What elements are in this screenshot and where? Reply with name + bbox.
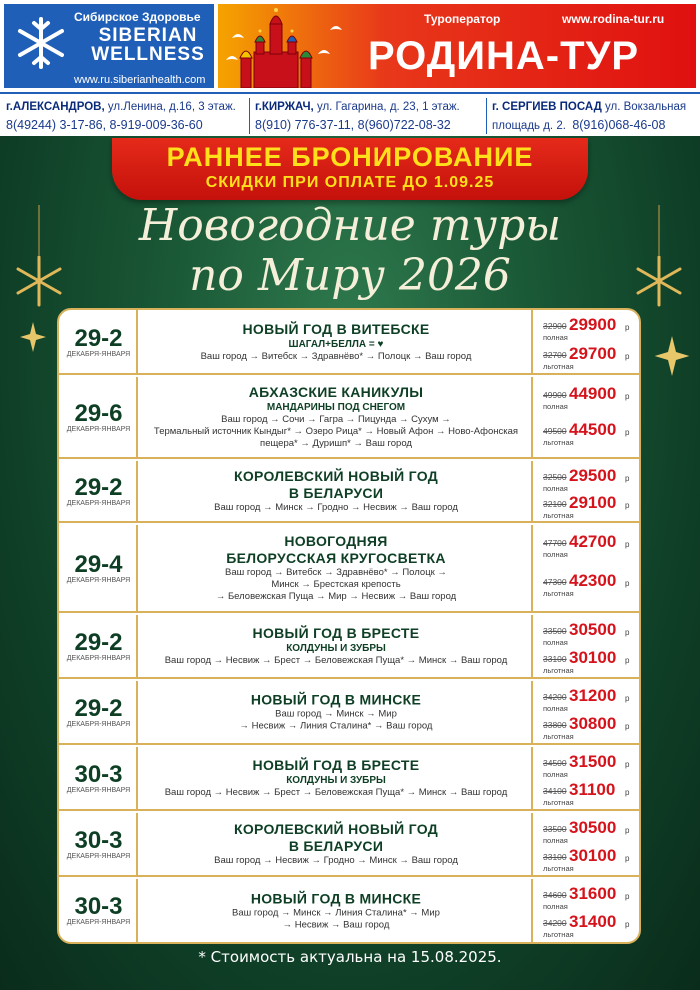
tour-date-cell [59, 681, 138, 743]
star-ornament-icon [20, 322, 46, 352]
currency: р [625, 501, 630, 511]
star-ornament-icon [654, 336, 690, 376]
old-price: 33500 [543, 824, 567, 835]
tour-dates: 29-2 [74, 324, 123, 352]
new-price: 30500 [569, 818, 617, 838]
tour-months: ДЕКАБРЯ-ЯНВАРЯ [66, 350, 131, 358]
old-price: 33800 [543, 720, 567, 731]
tours-table [57, 308, 641, 944]
tour-months: ДЕКАБРЯ-ЯНВАРЯ [66, 426, 131, 433]
tour-row [59, 879, 639, 942]
old-price: 34100 [543, 786, 567, 797]
siberian-wellness-logo [4, 4, 214, 88]
price-type-label: льготная [543, 437, 574, 447]
old-price: 34500 [543, 758, 567, 769]
price-type-label: полная [543, 704, 568, 714]
tour-months: ДЕКАБРЯ-ЯНВАРЯ [66, 655, 131, 662]
price-block [543, 571, 639, 601]
tour-route: → Несвиж → Линия Сталина* → Ваш город [239, 720, 433, 732]
price-block [543, 493, 639, 523]
tour-name: НОВЫЙ ГОД В МИНСКЕ [250, 890, 422, 906]
tour-date-cell [59, 525, 138, 611]
tour-dates: 29-2 [74, 474, 123, 501]
tour-row [59, 747, 639, 811]
new-price: 31200 [569, 686, 617, 706]
new-price: 29900 [569, 315, 617, 335]
tour-price-cell [535, 681, 639, 743]
tour-name: АБХАЗСКИЕ КАНИКУЛЫ [248, 384, 424, 400]
page-title-line-1: Новогодние туры [138, 200, 562, 251]
tour-info-cell [139, 377, 533, 457]
office-address-2: площадь д. 2. [492, 120, 566, 132]
tour-row [59, 461, 639, 523]
office-phone: 8(916)068-46-08 [572, 118, 666, 132]
tour-route: → Беловежская Пуща → Мир → Несвиж → Ваш город [215, 591, 457, 602]
tour-info-cell [139, 525, 533, 611]
new-price: 29700 [569, 343, 617, 363]
tour-name: НОВЫЙ ГОД В БРЕСТЕ [252, 757, 420, 773]
old-price: 33500 [543, 626, 567, 637]
price-block [543, 648, 639, 678]
sw-top-text: Сибирское Здоровье [74, 10, 201, 24]
tour-route: Термальный источник Кындыг* → Озеро Рица* → Новый Афон → Ново-Афонская [153, 426, 519, 437]
price-block [543, 818, 639, 848]
tour-operator-label: Туроператор [424, 12, 501, 26]
sw-name-line-2: WELLNESS [91, 44, 205, 65]
tour-price-cell [535, 461, 639, 521]
price-block [543, 714, 639, 744]
tour-price-cell [535, 813, 639, 875]
tour-subtitle: МАНДАРИНЫ ПОД СНЕГОМ [266, 402, 406, 413]
old-price: 47300 [543, 576, 567, 587]
old-price: 34200 [543, 692, 567, 703]
right-snowflake-ornament-icon [628, 205, 690, 315]
currency: р [625, 722, 630, 732]
snowflake-logo-icon [12, 14, 70, 72]
doves-icon [222, 8, 362, 78]
divider [249, 98, 250, 134]
currency: р [625, 578, 630, 588]
old-price: 32900 [543, 321, 567, 332]
tour-name: БЕЛОРУССКАЯ КРУГОСВЕТКА [226, 550, 446, 566]
tour-name: НОВЫЙ ГОД В БРЕСТЕ [252, 625, 420, 641]
tour-dates: 29-6 [74, 400, 123, 427]
price-block [543, 620, 639, 650]
tour-route: Ваш город → Несвиж → Гродно → Минск → Ваш город [214, 855, 458, 866]
office-city: г.АЛЕКСАНДРОВ, [6, 101, 105, 113]
tour-date-cell [59, 879, 138, 942]
office-address: ул.Ленина, д.16, 3 этаж. [104, 101, 236, 113]
currency: р [625, 892, 630, 902]
divider [486, 98, 487, 134]
tour-route: пещера* → Дуришп* → Ваш город [260, 438, 412, 449]
new-price: 44900 [569, 383, 617, 403]
tour-date-cell [59, 747, 138, 809]
tour-price-cell [535, 615, 639, 677]
site-url[interactable]: www.rodina-tur.ru [562, 12, 665, 26]
old-price: 34600 [543, 890, 567, 901]
price-type-label: льготная [543, 666, 574, 676]
tour-route: Минск → Брестская крепость [271, 579, 401, 590]
tour-route: Ваш город → Сочи → Гагра → Пицунда → Сухум → [221, 414, 451, 425]
office-address: ул. Гагарина, д. 23, 1 этаж. [313, 101, 460, 113]
tour-dates: 30-3 [74, 761, 123, 788]
tour-price-cell [535, 747, 639, 809]
new-price: 42700 [569, 532, 617, 552]
office-address: ул. Вокзальная [601, 101, 687, 113]
new-price: 30100 [569, 846, 617, 866]
tour-name: НОВЫЙ ГОД В МИНСКЕ [250, 691, 422, 708]
old-price: 33100 [543, 852, 567, 863]
currency: р [625, 628, 630, 638]
price-type-label: полная [543, 770, 568, 780]
currency: р [625, 854, 630, 864]
new-price: 42300 [569, 570, 617, 590]
price-block [543, 884, 639, 914]
tour-price-cell [535, 310, 639, 373]
old-price: 49900 [543, 389, 567, 400]
tour-months: ДЕКАБРЯ-ЯНВАРЯ [66, 853, 131, 860]
tour-info-cell [139, 747, 533, 809]
banner-subline: СКИДКИ ПРИ ОПЛАТЕ ДО 1.09.25 [205, 174, 495, 191]
price-type-label: льготная [543, 798, 574, 808]
tour-name: НОВЫЙ ГОД В ВИТЕБСКЕ [242, 320, 430, 337]
banner-headline: РАННЕЕ БРОНИРОВАНИЕ [166, 142, 534, 172]
footnote: * Стоимость актуальна на 15.08.2025. [198, 948, 502, 966]
tour-subtitle: КОЛДУНЫ И ЗУБРЫ [286, 643, 386, 654]
price-block [543, 420, 639, 450]
new-price: 30500 [569, 620, 617, 640]
new-price: 31500 [569, 752, 617, 772]
tour-info-cell [139, 310, 533, 373]
office-city: г.КИРЖАЧ, [255, 101, 314, 113]
price-block [543, 466, 639, 496]
tour-info-cell [139, 681, 533, 743]
tour-date-cell [59, 377, 138, 457]
sw-brand-name [88, 26, 208, 64]
tour-info-cell [139, 461, 533, 521]
price-block [543, 846, 639, 876]
price-block [543, 344, 639, 374]
new-price: 31400 [569, 911, 617, 931]
tour-months: ДЕКАБРЯ-ЯНВАРЯ [66, 721, 131, 728]
tour-months: ДЕКАБРЯ-ЯНВАРЯ [66, 500, 131, 507]
tour-price-cell [535, 377, 639, 457]
brand-name: РОДИНА-ТУР [368, 34, 640, 78]
tour-price-cell [535, 525, 639, 611]
old-price: 32100 [543, 499, 567, 510]
tour-route: Ваш город → Минск → Линия Сталина* → Мир [232, 907, 440, 918]
tour-dates: 30-3 [74, 892, 123, 920]
tour-name: В БЕЛАРУСИ [288, 485, 384, 501]
tour-route: → Несвиж → Ваш город [282, 919, 390, 930]
tour-name: НОВОГОДНЯЯ [284, 533, 388, 549]
new-price: 44500 [569, 419, 617, 439]
price-type-label: полная [543, 333, 568, 343]
tour-info-cell [139, 813, 533, 875]
price-type-label: льготная [543, 732, 574, 742]
price-block [543, 315, 639, 345]
price-block [543, 686, 639, 716]
tour-months: ДЕКАБРЯ-ЯНВАРЯ [66, 918, 131, 926]
new-price: 30100 [569, 648, 617, 668]
price-block [543, 780, 639, 810]
tour-row [59, 813, 639, 877]
price-type-label: полная [543, 401, 568, 411]
currency: р [625, 826, 630, 836]
price-type-label: полная [543, 836, 568, 846]
office-phone: 8(49244) 3-17-86, 8-919-009-36-60 [6, 118, 203, 132]
tour-date-cell [59, 615, 138, 677]
tour-price-cell [535, 879, 639, 942]
tour-dates: 29-2 [74, 629, 123, 656]
price-block [543, 912, 639, 942]
office-city: г. СЕРГИЕВ ПОСАД [492, 101, 602, 113]
currency: р [625, 473, 630, 483]
tour-row [59, 681, 639, 745]
price-type-label: льготная [543, 929, 574, 939]
sw-name-line-1: SIBERIAN [98, 25, 198, 46]
tour-dates: 29-2 [74, 695, 123, 722]
tour-route: Ваш город → Витебск → Здравнёво* → Полоцк → [225, 567, 447, 578]
tour-route: Ваш город → Минск → Мир [275, 708, 397, 720]
tour-route: Ваш город → Несвиж → Брест → Беловежская Пуща* → Минск → Ваш город [164, 787, 508, 798]
old-price: 49500 [543, 425, 567, 436]
old-price: 47700 [543, 538, 567, 549]
tour-subtitle: КОЛДУНЫ И ЗУБРЫ [286, 775, 386, 786]
old-price: 34200 [543, 917, 567, 928]
tour-row [59, 615, 639, 679]
sw-url[interactable]: www.ru.siberianhealth.com [74, 74, 206, 86]
old-price: 32700 [543, 349, 567, 360]
tour-name: КОРОЛЕВСКИЙ НОВЫЙ ГОД [233, 821, 439, 837]
tour-months: ДЕКАБРЯ-ЯНВАРЯ [66, 577, 131, 584]
price-type-label: полная [543, 638, 568, 648]
tour-route: Ваш город → Минск → Гродно → Несвиж → Ваш город [214, 502, 458, 513]
tour-route: Ваш город → Витебск → Здравнёво* → Полоцк → Ваш город [200, 350, 472, 362]
price-type-label: льготная [543, 361, 574, 371]
currency: р [625, 919, 630, 929]
tour-dates: 30-3 [74, 827, 123, 854]
office-sergiev-posad [492, 98, 686, 135]
tour-row [59, 377, 639, 459]
office-kirzhach [255, 98, 460, 134]
new-price: 30800 [569, 714, 617, 734]
price-type-label: полная [543, 902, 568, 912]
price-block [543, 752, 639, 782]
price-type-label: льготная [543, 588, 574, 598]
tour-date-cell [59, 310, 138, 373]
tour-subtitle: ШАГАЛ+БЕЛЛА = ♥ [288, 338, 384, 350]
tour-dates: 29-4 [74, 551, 123, 578]
new-price: 31100 [569, 780, 616, 800]
early-booking-banner [112, 138, 588, 200]
price-type-label: льготная [543, 864, 574, 874]
price-type-label: льготная [543, 511, 574, 521]
old-price: 32500 [543, 471, 567, 482]
price-type-label: полная [543, 550, 568, 560]
currency: р [625, 656, 630, 666]
tour-info-cell [139, 879, 533, 942]
currency: р [625, 540, 630, 550]
price-block [543, 384, 639, 414]
currency: р [625, 323, 630, 333]
currency: р [625, 760, 630, 770]
tour-row [59, 310, 639, 375]
currency: р [625, 788, 630, 798]
currency: р [625, 694, 630, 704]
old-price: 33100 [543, 654, 567, 665]
currency: р [625, 427, 630, 437]
tour-info-cell [139, 615, 533, 677]
left-snowflake-ornament-icon [8, 205, 70, 315]
tour-row [59, 525, 639, 613]
header [0, 0, 700, 92]
office-alexandrov [6, 98, 236, 134]
price-type-label: полная [543, 483, 568, 493]
price-block [543, 532, 639, 562]
tour-date-cell [59, 813, 138, 875]
tour-months: ДЕКАБРЯ-ЯНВАРЯ [66, 787, 131, 794]
tour-name: В БЕЛАРУСИ [288, 838, 384, 854]
office-phone: 8(910) 776-37-11, 8(960)722-08-32 [255, 118, 451, 132]
currency: р [625, 391, 630, 401]
tour-route: Ваш город → Несвиж → Брест → Беловежская Пуща* → Минск → Ваш город [164, 655, 508, 666]
office-addresses [0, 92, 700, 136]
new-price: 29100 [569, 493, 617, 513]
currency: р [625, 351, 630, 361]
new-price: 29500 [569, 465, 617, 485]
page-title-line-2: по Миру 2026 [189, 250, 511, 301]
tour-name: КОРОЛЕВСКИЙ НОВЫЙ ГОД [233, 468, 439, 484]
tour-date-cell [59, 461, 138, 521]
new-price: 31600 [569, 884, 617, 904]
